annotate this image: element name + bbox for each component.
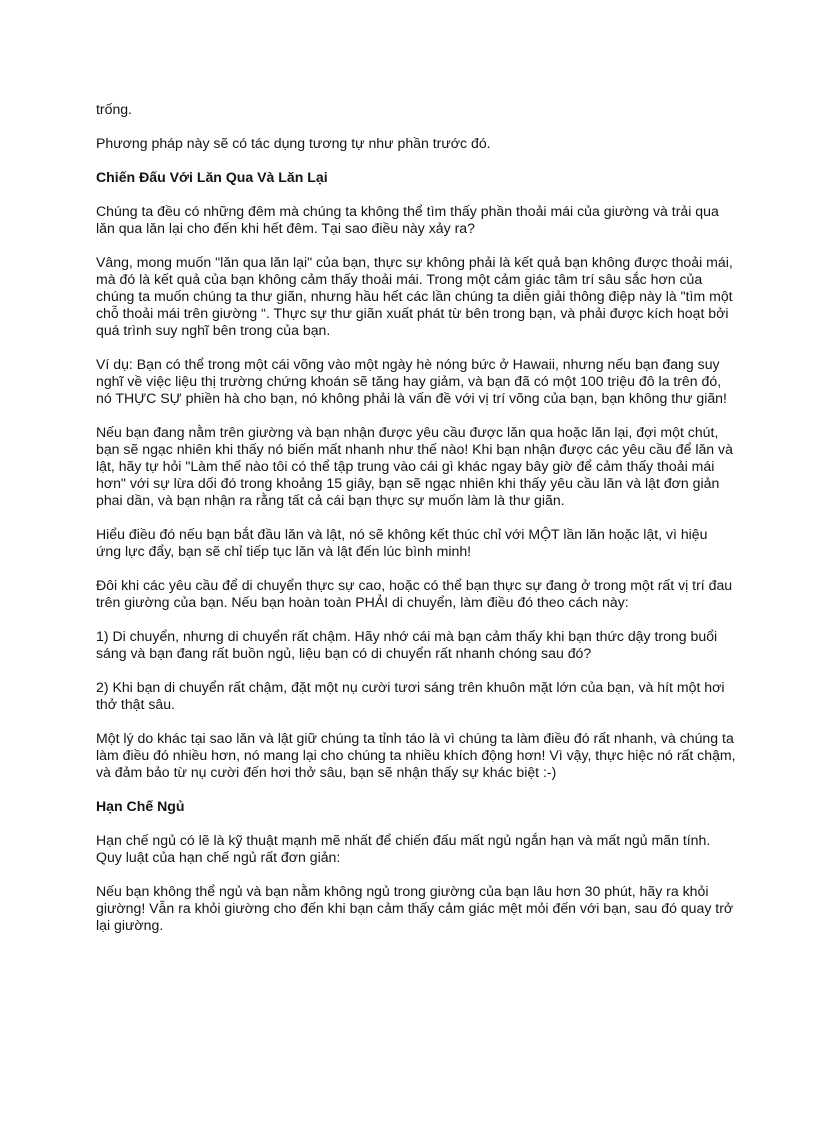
paragraph: Đôi khi các yêu cầu để di chuyển thực sự cao, hoặc có thể bạn thực sự đang ở trong một rất vị trí đau trên giường của bạn. Nếu bạn hoàn toàn PHẢI di chuyển, làm điều đó theo cách này:	[96, 577, 733, 610]
paragraph: Hạn chế ngủ có lẽ là kỹ thuật mạnh mẽ nhất để chiến đấu mất ngủ ngắn hạn và mất ngủ mãn tính. Quy luật của hạn chế ngủ rất đơn giản:	[96, 832, 711, 865]
paragraph: Chúng ta đều có những đêm mà chúng ta không thể tìm thấy phần thoải mái của giường và trải qua lăn qua lăn lại cho đến khi hết đêm. Tại sao điều này xảy ra?	[96, 203, 719, 236]
document-body	[96, 101, 736, 951]
list-item: 1) Di chuyển, nhưng di chuyển rất chậm. Hãy nhớ cái mà bạn cảm thấy khi bạn thức dậy trong buổi sáng và bạn đang rất buồn ngủ, liệu bạn có di chuyển rất nhanh chóng sau đó?	[96, 628, 718, 661]
paragraph: Ví dụ: Bạn có thể trong một cái võng vào một ngày hè nóng bức ở Hawaii, nhưng nếu bạn đang suy nghĩ về việc liệu thị trường chứng khoán sẽ tăng hay giảm, và bạn đã có một 100 triệu đô la trên đó, nó THỰC SỰ phiền hà cho bạn, nó không phải là vấn đề với vị trí võng của bạn, bạn không thư giãn!	[96, 356, 727, 406]
list-item: 2) Khi bạn di chuyển rất chậm, đặt một nụ cười tươi sáng trên khuôn mặt lớn của bạn, và hít một hơi thở thật sâu.	[96, 679, 725, 712]
paragraph: Phương pháp này sẽ có tác dụng tương tự như phần trước đó.	[96, 135, 491, 151]
paragraph: Hiểu điều đó nếu bạn bắt đầu lăn và lật, nó sẽ không kết thúc chỉ với MỘT lần lăn hoặc lật, vì hiệu ứng lực đẩy, bạn sẽ chỉ tiếp tục lăn và lật đến lúc bình minh!	[96, 526, 708, 559]
section-heading: Hạn Chế Ngủ	[96, 798, 185, 814]
paragraph: trống.	[96, 101, 133, 117]
paragraph: Vâng, mong muốn "lăn qua lăn lại" của bạn, thực sự không phải là kết quả bạn không được thoải mái, mà đó là kết quả của bạn không cảm thấy thoải mái. Trong một cảm giác tâm trí sâu sắc hơn của chúng ta muốn chúng ta thư giãn, nhưng hầu hết các lần chúng ta diễn giải thông điệp này là "tìm một chỗ thoải mái trên giường “. Thực sự thư giãn xuất phát từ bên trong bạn, và phải được kích hoạt bởi quá trình suy nghĩ bên trong của bạn.	[96, 254, 733, 338]
paragraph: Nếu bạn không thể ngủ và bạn nằm không ngủ trong giường của bạn lâu hơn 30 phút, hãy ra khỏi giường! Vẫn ra khỏi giường cho đến khi bạn cảm thấy cảm giác mệt mỏi đến với bạn, sau đó quay trở lại giường.	[96, 883, 734, 933]
paragraph: Một lý do khác tại sao lăn và lật giữ chúng ta tỉnh táo là vì chúng ta làm điều đó rất nhanh, và chúng ta làm điều đó nhiều hơn, nó mang lại cho chúng ta nhiều khích động hơn! Vì vậy, thực hiệc nó rất chậm, và đảm bảo từ nụ cười đến hơi thở sâu, bạn sẽ nhận thấy sự khác biệt :-)	[96, 730, 736, 780]
paragraph: Nếu bạn đang nằm trên giường và bạn nhận được yêu cầu được lăn qua hoặc lăn lại, đợi một chút, bạn sẽ ngạc nhiên khi thấy nó biến mất nhanh như thế nào! Khi bạn nhận được các yêu cầu để lăn và lật, hãy tự hỏi "Làm thế nào tôi có thể tập trung vào cái gì khác ngay bây giờ để cảm thấy thoải mái hơn" với sự lừa dối đó trong khoảng 15 giây, bạn sẽ ngạc nhiên khi thấy yêu cầu lăn và lật đơn giản phai dần, và bạn nhận ra rằng tất cả cái bạn thực sự muốn làm là thư giãn.	[96, 424, 733, 508]
section-heading: Chiến Đấu Với Lăn Qua Và Lăn Lại	[96, 169, 328, 185]
